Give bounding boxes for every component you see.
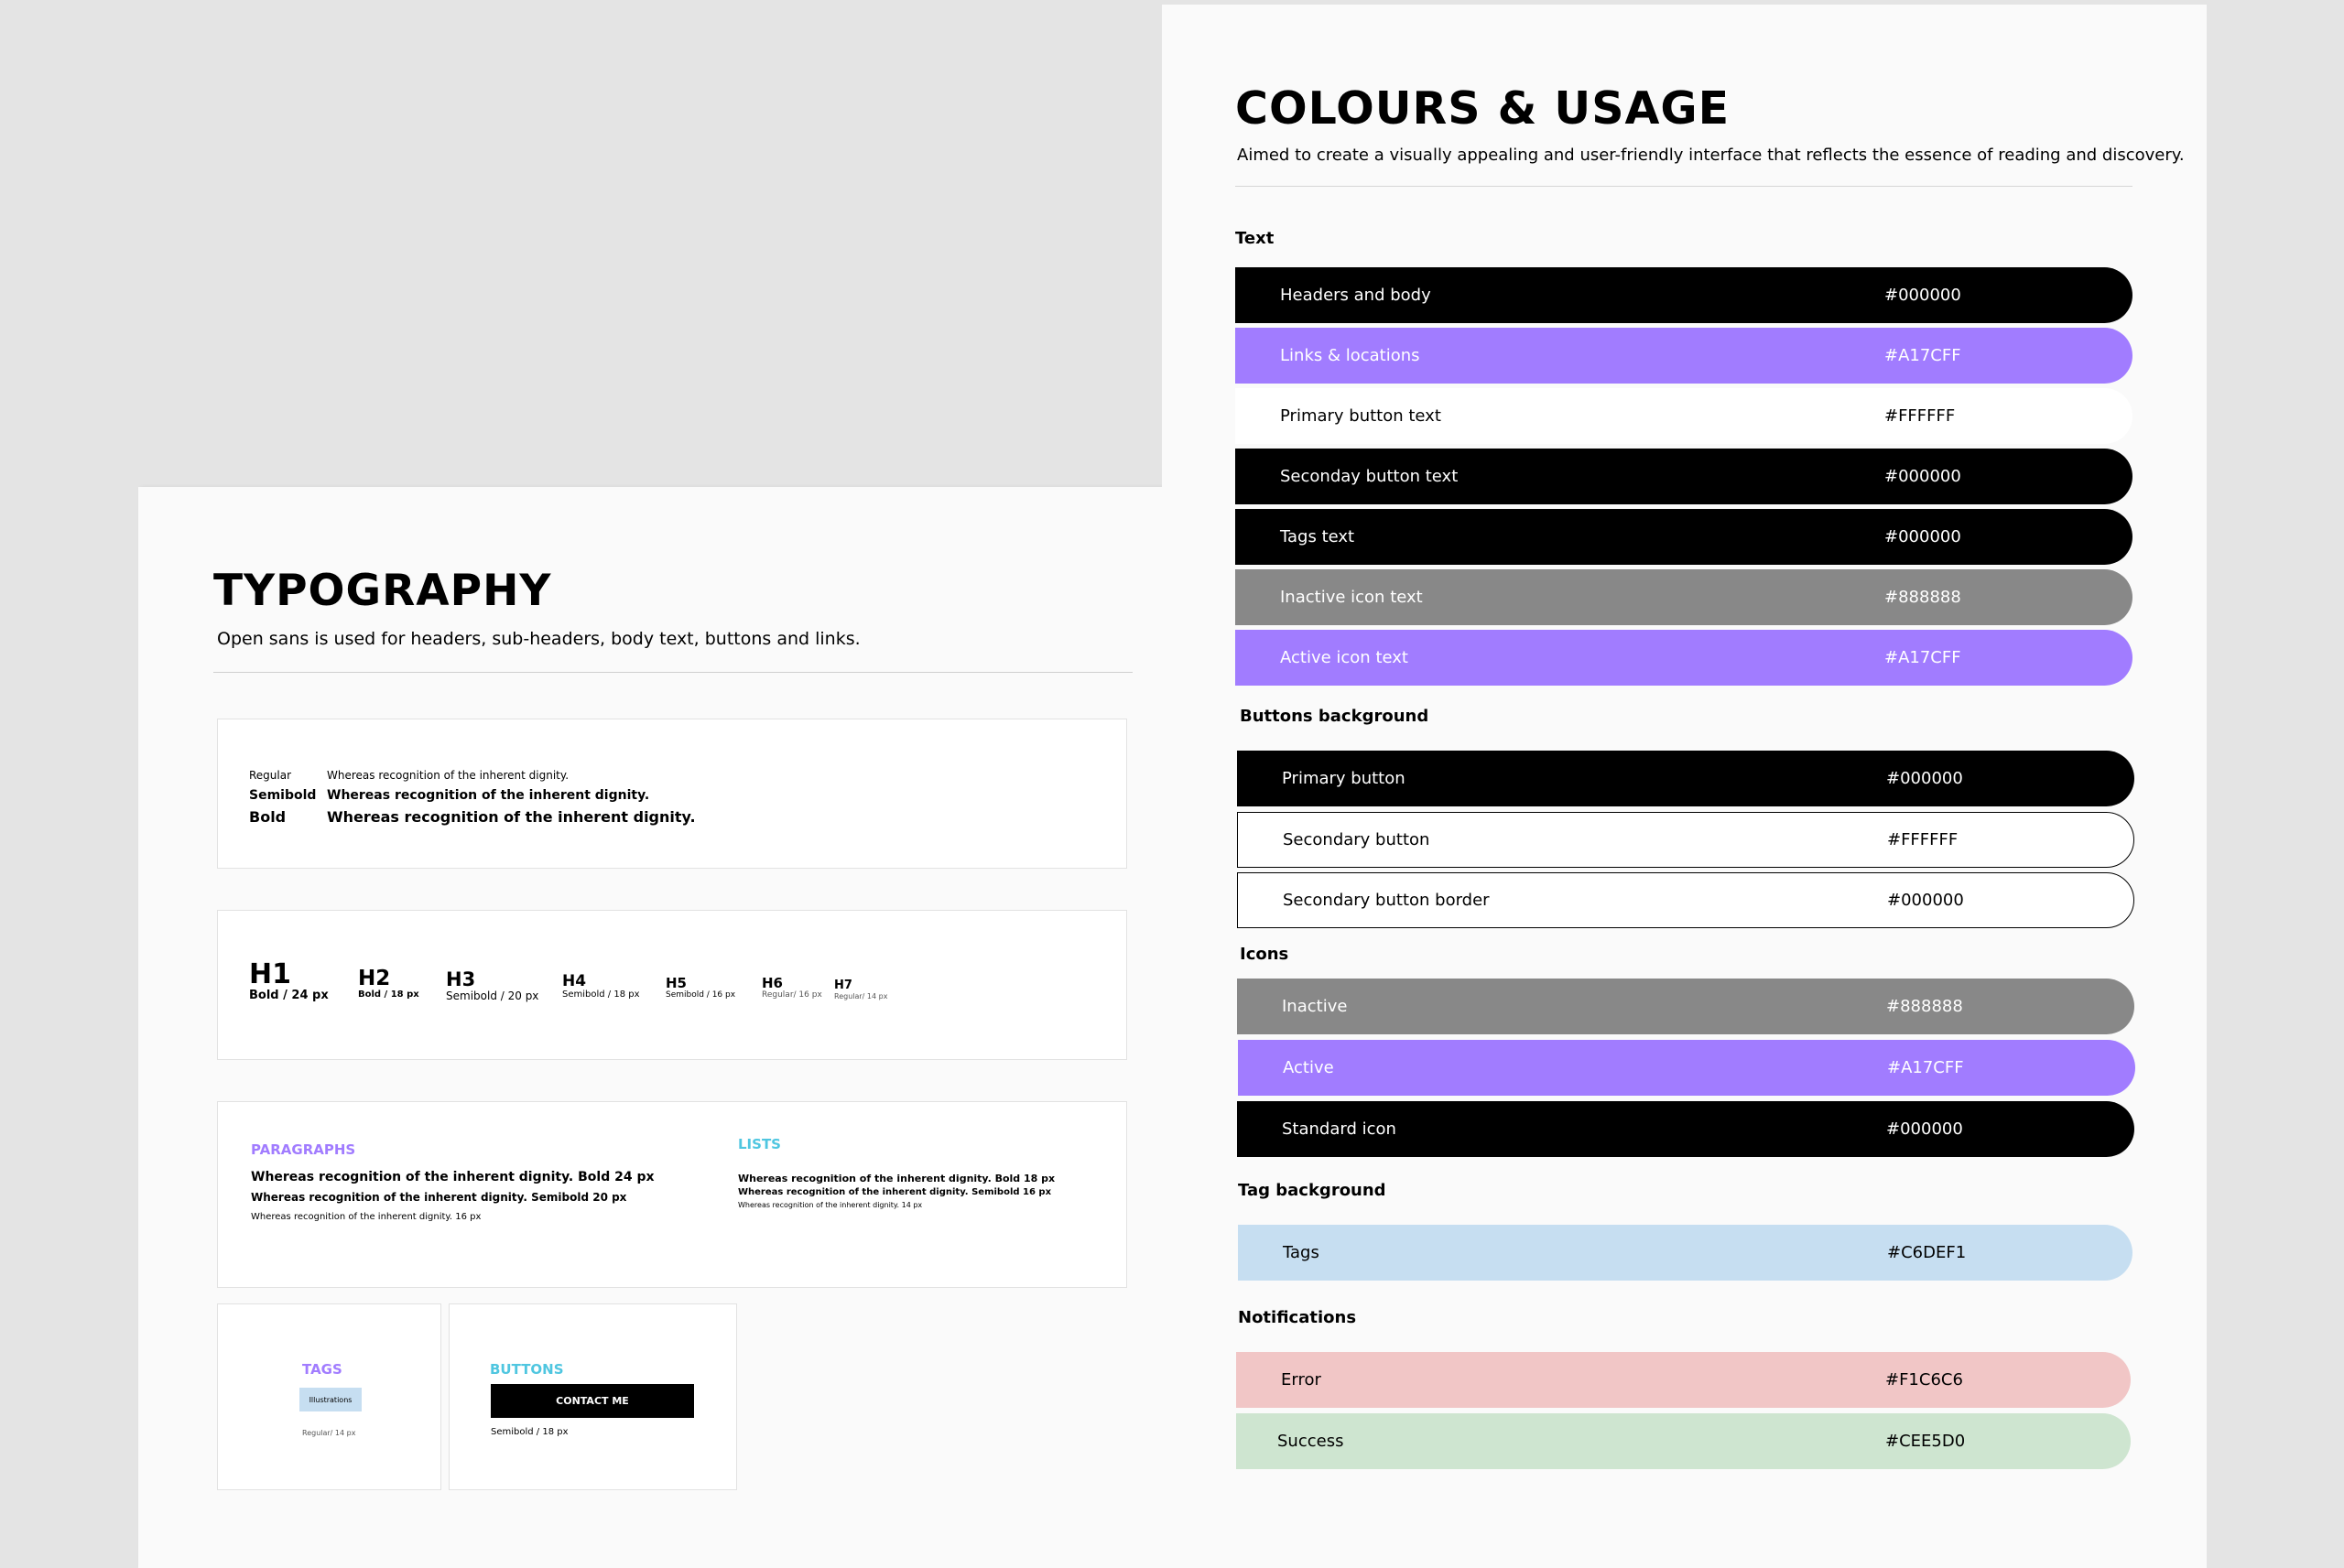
swatch-hex: #000000 [1887, 891, 1964, 910]
weight-sample-regular: Whereas recognition of the inherent dignity. [327, 769, 570, 782]
swatch-secondary-button-border [1237, 872, 2134, 928]
colours-description: Aimed to create a visually appealing and user-friendly interface that reflects the essence of reading and discovery. [1237, 146, 2185, 165]
paragraph-line-regular: Whereas recognition of the inherent dignity. 16 px [251, 1212, 482, 1222]
weight-name-semibold: Semibold [249, 788, 317, 803]
paragraph-line-semibold: Whereas recognition of the inherent dignity. Semibold 20 px [251, 1191, 627, 1204]
swatch-hex: #FFFFFF [1884, 406, 1956, 426]
heading-h1 [249, 958, 329, 1002]
swatch-hex: #000000 [1884, 286, 1961, 305]
swatch-hex: #888888 [1886, 997, 1963, 1016]
tags-card [217, 1303, 441, 1490]
paragraph-line-bold: Whereas recognition of the inherent dignity. Bold 24 px [251, 1170, 655, 1184]
heading-h7 [834, 979, 887, 1000]
swatch-label: Tags text [1280, 527, 1355, 546]
swatch-label: Error [1281, 1370, 1321, 1390]
tags-title: TAGS [302, 1361, 342, 1378]
list-line-semibold: Whereas recognition of the inherent dignity. Semibold 16 px [738, 1187, 1052, 1197]
swatch-hex: #000000 [1884, 467, 1961, 486]
buttons-card [449, 1303, 737, 1490]
swatch-primary-button [1237, 751, 2134, 806]
typography-description: Open sans is used for headers, sub-headers, body text, buttons and links. [217, 629, 861, 649]
buttons-spec: Semibold / 18 px [491, 1427, 569, 1437]
heading-h2-spec: Bold / 18 px [358, 989, 419, 1000]
heading-h6-spec: Regular/ 16 px [762, 990, 822, 1000]
swatch-active-icon-text [1235, 630, 2132, 686]
colours-board [1162, 5, 2207, 1568]
paragraphs-lists-card [217, 1101, 1127, 1288]
swatch-hex: #A17CFF [1884, 346, 1961, 365]
swatch-label: Primary button [1282, 769, 1405, 788]
section-label-icons: Icons [1240, 945, 1289, 964]
swatch-hex: #A17CFF [1887, 1058, 1964, 1077]
font-weights-card [217, 719, 1127, 869]
swatch-label: Secondary button [1283, 830, 1430, 849]
swatch-inactive-icon-text [1235, 569, 2132, 625]
swatch-error [1236, 1352, 2131, 1408]
paragraphs-title: PARAGRAPHS [251, 1141, 356, 1158]
swatch-inactive [1237, 979, 2134, 1034]
swatch-hex: #A17CFF [1884, 648, 1961, 667]
list-line-regular: Whereas recognition of the inherent dignity. 14 px [738, 1201, 923, 1209]
heading-h5 [666, 976, 735, 1000]
contact-me-button[interactable]: CONTACT ME [491, 1384, 694, 1418]
swatch-secondary-button [1237, 812, 2134, 868]
swatch-hex: #C6DEF1 [1887, 1243, 1967, 1262]
buttons-title: BUTTONS [490, 1361, 564, 1378]
heading-h1-tag: H1 [249, 958, 291, 990]
swatch-secondary-button-text [1235, 449, 2132, 504]
lists-title: LISTS [738, 1136, 781, 1152]
weight-name-regular: Regular [249, 769, 292, 782]
heading-h3-spec: Semibold / 20 px [446, 989, 539, 1002]
swatch-label: Standard icon [1282, 1119, 1396, 1139]
swatch-hex: #FFFFFF [1887, 830, 1959, 849]
swatch-hex: #F1C6C6 [1885, 1370, 1963, 1390]
swatch-tags-text [1235, 509, 2132, 565]
swatch-label: Success [1277, 1432, 1344, 1451]
section-label-text: Text [1235, 229, 1275, 248]
heading-h1-spec: Bold / 24 px [249, 989, 329, 1002]
colours-divider [1235, 186, 2132, 187]
swatch-label: Seconday button text [1280, 467, 1459, 486]
swatch-headers-and-body [1235, 267, 2132, 323]
heading-h2 [358, 968, 419, 1000]
weight-sample-bold: Whereas recognition of the inherent dignity. [327, 808, 696, 826]
heading-h4-tag: H4 [562, 972, 587, 990]
swatch-label: Inactive icon text [1280, 588, 1423, 607]
heading-h5-tag: H5 [666, 975, 687, 991]
swatch-label: Links & locations [1280, 346, 1420, 365]
swatch-success [1236, 1413, 2131, 1469]
swatch-primary-button-text [1235, 388, 2132, 444]
swatch-hex: #CEE5D0 [1885, 1432, 1966, 1451]
heading-h5-spec: Semibold / 16 px [666, 990, 736, 1000]
swatch-label: Tags [1283, 1243, 1319, 1262]
swatch-active [1238, 1040, 2135, 1096]
swatch-label: Active [1283, 1058, 1334, 1077]
heading-h6-tag: H6 [762, 975, 783, 991]
swatch-hex: #888888 [1884, 588, 1961, 607]
heading-h4-spec: Semibold / 18 px [562, 989, 640, 1000]
section-label-tag-background: Tag background [1238, 1181, 1386, 1200]
typography-divider [213, 672, 1133, 673]
typography-title: TYPOGRAPHY [213, 566, 552, 616]
heading-h4 [562, 973, 640, 1000]
weight-name-bold: Bold [249, 808, 287, 826]
tags-spec: Regular/ 14 px [302, 1429, 356, 1437]
list-line-bold: Whereas recognition of the inherent dignity. Bold 18 px [738, 1173, 1056, 1184]
section-label-notifications: Notifications [1238, 1308, 1357, 1327]
colours-title: COLOURS & USAGE [1235, 82, 1731, 135]
swatch-label: Primary button text [1280, 406, 1441, 426]
headings-card [217, 910, 1127, 1060]
swatch-label: Headers and body [1280, 286, 1431, 305]
swatch-links-locations [1235, 328, 2132, 384]
heading-h6 [762, 976, 822, 1000]
swatch-standard-icon [1237, 1101, 2134, 1157]
swatch-label: Inactive [1282, 997, 1348, 1016]
swatch-label: Secondary button border [1283, 891, 1490, 910]
heading-h3 [446, 969, 538, 1002]
tag-sample[interactable]: Illustrations [299, 1388, 362, 1411]
swatch-tags [1238, 1225, 2132, 1281]
weight-sample-semibold: Whereas recognition of the inherent dignity. [327, 788, 650, 803]
heading-h7-spec: Regular/ 14 px [834, 992, 888, 1000]
swatch-label: Active icon text [1280, 648, 1408, 667]
swatch-hex: #000000 [1886, 1119, 1963, 1139]
heading-h7-tag: H7 [834, 979, 852, 992]
swatch-hex: #000000 [1886, 769, 1963, 788]
heading-h3-tag: H3 [446, 968, 476, 990]
section-label-buttons-background: Buttons background [1240, 707, 1429, 726]
swatch-hex: #000000 [1884, 527, 1961, 546]
heading-h2-tag: H2 [358, 967, 391, 990]
typography-board [138, 487, 1208, 1568]
